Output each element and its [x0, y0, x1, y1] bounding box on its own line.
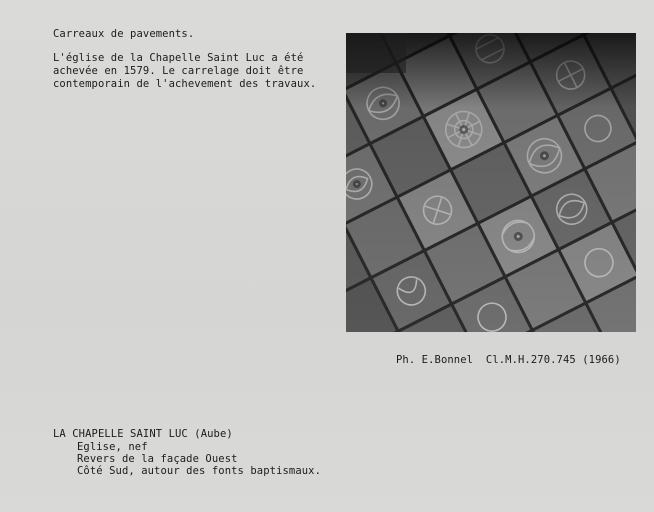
location-line-2: Revers de la façade Ouest — [77, 453, 238, 465]
caption-line-2: achevée en 1579. Le carrelage doit être — [53, 65, 304, 77]
photo-credit: Ph. E.Bonnel Cl.M.H.270.745 (1966) — [396, 354, 621, 366]
caption-title: Carreaux de pavements. — [53, 28, 195, 40]
caption-line-3: contemporain de l'achevement des travaux. — [53, 78, 317, 90]
floor-tiles-photo — [346, 33, 636, 332]
location-place: LA CHAPELLE SAINT LUC (Aube) — [53, 428, 233, 440]
location-line-3: Côté Sud, autour des fonts baptismaux. — [77, 465, 322, 477]
location-line-1: Eglise, nef — [77, 441, 148, 453]
caption-line-1: L'église de la Chapelle Saint Luc a été — [53, 52, 304, 64]
